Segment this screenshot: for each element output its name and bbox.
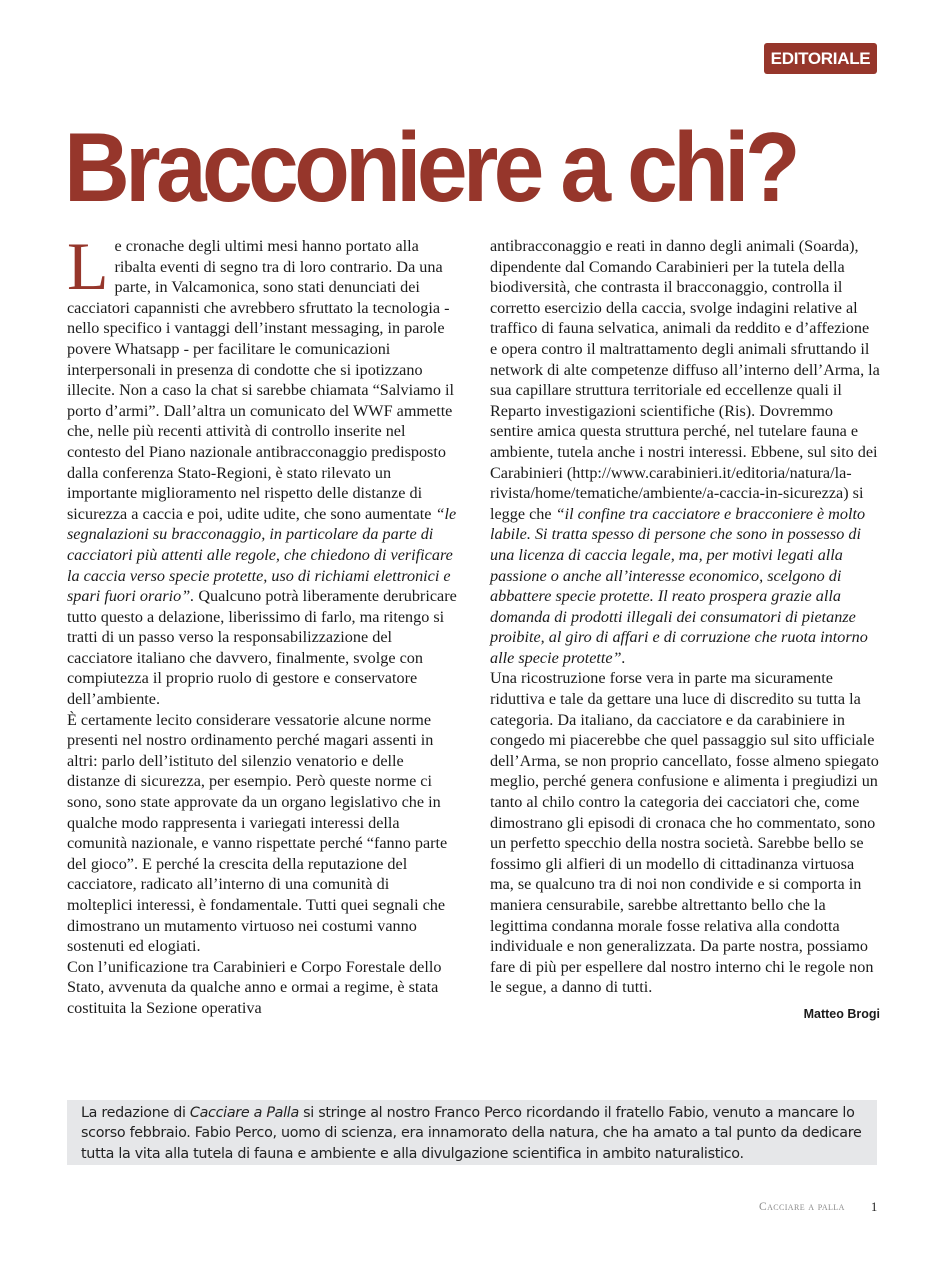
paragraph	[490, 236, 880, 668]
headline: Bracconiere a chi?	[64, 112, 796, 222]
section-badge: EDITORIALE	[764, 43, 877, 74]
memorial-text: si stringe al nostro Franco Perco ricordando il fratello Fabio, venuto a mancare lo scorso febbraio. Fabio Perco, uomo di scienza, era innamorato della natura, che ha amato a tal punto da dedicare tutta la vita alla tutela di fauna e ambiente e alla divulgazione scientifica in ambito naturalistico.	[81, 1105, 862, 1162]
magazine-title-italic: Cacciare a Palla	[189, 1105, 299, 1121]
drop-cap: L	[67, 228, 109, 304]
article-column-left	[67, 228, 457, 1019]
quote-run: “le segnalazioni su bracconaggio, in particolare da parte di cacciatori più attenti alle regole, che chiedono di verificare la caccia verso specie protette, uso di richiami elettronici e spari fuori orario”.	[67, 504, 457, 606]
paragraph	[490, 668, 880, 998]
quote-run: “il confine tra cacciatore e bracconiere è molto labile. Si tratta spesso di persone che sono in possesso di una licenza di caccia legale, ma, per motivi legati alla passione o anche all’interesse economico, scelgono di abbattere specie protette. Il reato prospera grazie alla domanda di prodotti illegali dei consumatori di pietanze proibite, al giro di affari e di corruzione che ruota intorno alle specie protette”.	[490, 504, 868, 667]
page-number: 1	[871, 1200, 878, 1214]
paragraph	[67, 710, 457, 957]
paragraph	[67, 957, 457, 1019]
text-run: Una ricostruzione forse vera in parte ma sicuramente riduttiva e tale da gettare una luce di discredito su tutta la categoria. Da italiano, da cacciatore e da carabiniere in congedo mi piacerebbe che quel passaggio sul sito ufficiale dell’Arma, se non proprio cancellato, fosse almeno spiegato meglio, perché genera confusione e alimenta i pregiudizi un tanto al chilo contro la categoria dei cacciatori che, come dimostrano gli episodi di cronaca che ho commentato, sono un perfetto specchio della nostra società. Sarebbe bello se fossimo gli alfieri di un modello di cittadinanza virtuosa ma, se qualcuno tra di noi non condivide e si comporta in maniera censurabile, sarebbe altrettanto bello che la legittima condanna morale fosse relativa alla condotta individuale e non generalizzata. Da parte nostra, possiamo fare di più per espellere dal nostro interno chi le regole non le segue, a danno di tutti.	[490, 669, 879, 997]
paragraph	[67, 228, 457, 710]
article-column-right	[490, 236, 880, 1025]
text-run: Qualcuno potrà liberamente derubricare tutto questo a delazione, liberissimo di farlo, ma ritengo si tratti di un passo verso la responsabilizzazione del cacciatore italiano che davvero, finalmente, svolge con compiutezza il proprio ruolo di gestore e conservatore dell’ambiente.	[67, 587, 457, 709]
text-run: È certamente lecito considerare vessatorie alcune norme presenti nel nostro ordinamento perché magari assenti in altri: parlo dell’istituto del silenzio venatorio e delle distanze di sicurezza, per esempio. Però queste norme ci sono, sono state approvate da un organo legislativo che in qualche modo rappresenta i variegati interessi della comunità nazionale, e vanno rispettate perché “fanno parte del gioco”. E perché la crescita della reputazione del cacciatore, radicato all’interno di una comunità di molteplici interessi, è fondamentale. Tutti quei segnali che dimostrano un mutamento virtuoso nei costumi vanno sostenuti ed elogiati.	[67, 710, 448, 956]
text-run: Con l’unificazione tra Carabinieri e Corpo Forestale dello Stato, avvenuta da qualche anno e ormai a regime, è stata costituita la Sezione operativa	[67, 957, 442, 1017]
text-run: antibracconaggio e reati in danno degli animali (Soarda), dipendente dal Comando Carabinieri per la tutela della biodiversità, che contrasta il bracconaggio, controlla il corretto esercizio della caccia, svolge indagini relative al traffico di fauna selvatica, animali da reddito e d’affezione e opera contro il maltrattamento degli animali sfruttando il network di alte competenze diffuso all’interno dell’Arma, la sua capillare struttura territoriale ed eccellenze quali il Reparto investigazioni scientifiche (Ris). Dovremmo sentire amica questa struttura perché, nel tutelare fauna e ambiente, tutela anche i nostri interessi. Ebbene, sul sito dei Carabinieri (http://www.carabinieri.it/editoria/natura/la-rivista/home/tematiche/ambiente/a-caccia-in-sicurezza) si legge che	[490, 237, 880, 523]
author-signature: Matteo Brogi	[803, 1006, 880, 1021]
memorial-text: La redazione di	[81, 1105, 190, 1121]
text-run: e cronache degli ultimi mesi hanno portato alla ribalta eventi di segno tra di loro contrario. Da una parte, in Valcamonica, sono stati denunciati dei cacciatori capannisti che avrebbero sfruttato la tecnologia - nello specifico i vantaggi dell’instant messaging, in parole povere Whatsapp - per facilitare le comunicazioni interpersonali in presenza di condotte che si ipotizzano illecite. Non a caso la chat si sarebbe chiamata “Salviamo il porto d’armi”. Dall’altra un comunicato del WWF ammette che, nelle più recenti attività di controllo inserite nel contesto del Piano nazionale antibracconaggio predisposto dalla conferenza Stato-Regioni, è stato rilevato un importante miglioramento nel rispetto delle distanze di sicurezza a caccia e poi, udite udite, che sono aumentate	[67, 237, 454, 523]
footer-magazine-name: Cacciare a palla	[759, 1201, 845, 1213]
memorial-box	[67, 1100, 877, 1165]
